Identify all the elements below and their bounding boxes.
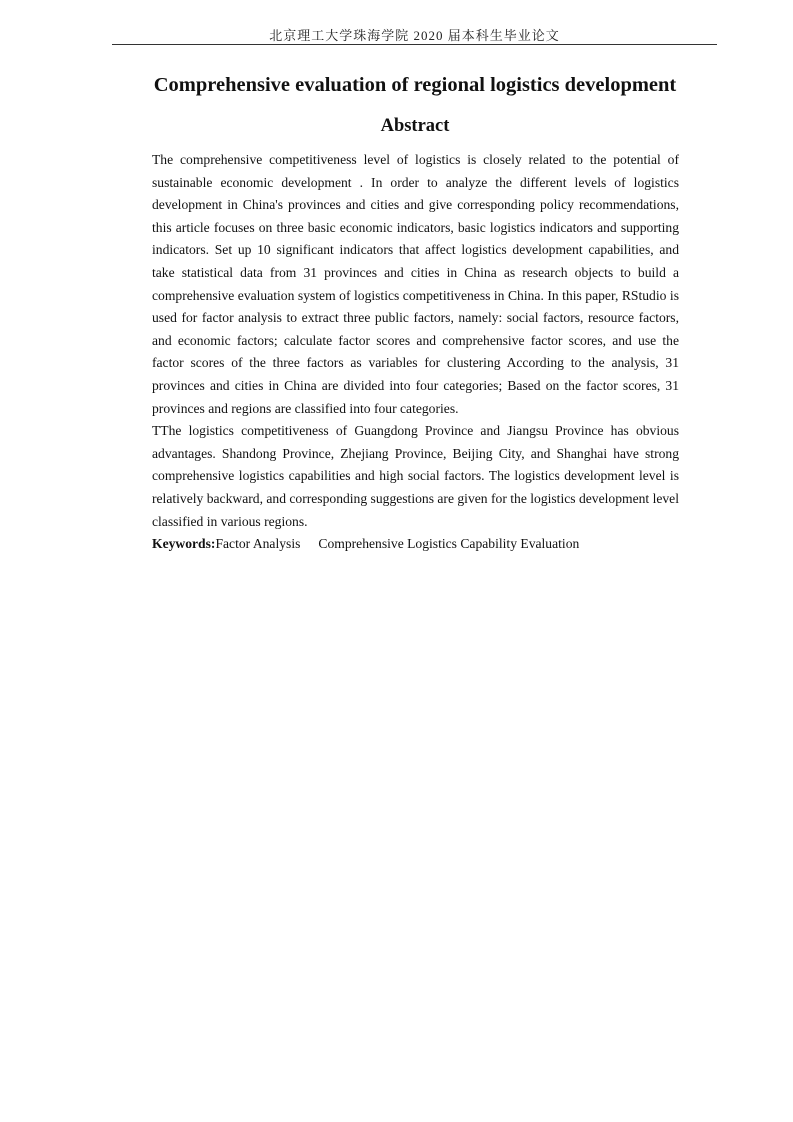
header-rule xyxy=(112,44,717,45)
running-header: 北京理工大学珠海学院 2020 届本科生毕业论文 xyxy=(269,28,560,43)
abstract-paragraph-1: The comprehensive competitiveness level of logistics is closely related to the potential of sustainable economic development . In order to analyze the different levels of logistics development in China's provinces and cities and give corresponding policy recommendations, this article focuses on three basic economic indicators, basic logistics indicators and supporting indicators. Set up 10 significant indicators that affect logistics development capabilities, and take statistical data from 31 provinces and cities in China as research objects to build a comprehensive evaluation system of logistics competitiveness in China. In this paper, RStudio is used for factor analysis to extract three public factors, namely: social factors, resource factors, and economic factors; calculate factor scores and comprehensive factor scores, and use the factor scores of the three factors as variables for clustering According to the analysis, 31 provinces and cities in China are divided into four categories; Based on the factor scores, 31 provinces and regions are classified into four categories. xyxy=(152,152,679,416)
abstract-heading: Abstract xyxy=(380,116,450,136)
keywords-line xyxy=(152,533,679,556)
keywords-label: Keywords: xyxy=(152,536,216,552)
abstract-body xyxy=(152,149,679,556)
abstract-paragraph-2: TThe logistics competitiveness of Guangdong Province and Jiangsu Province has obvious advantages. Shandong Province, Zhejiang Province, Beijing City, and Shanghai have strong comprehensive logistics capabilities and high social factors. The logistics development level is relatively backward, and corresponding suggestions are given for the logistics development level classified in various regions. xyxy=(152,423,679,529)
paper-title: Comprehensive evaluation of regional logistics development xyxy=(153,74,677,96)
keyword-item: Factor Analysis xyxy=(215,536,301,552)
keyword-item: Comprehensive Logistics Capability Evaluation xyxy=(318,536,580,552)
